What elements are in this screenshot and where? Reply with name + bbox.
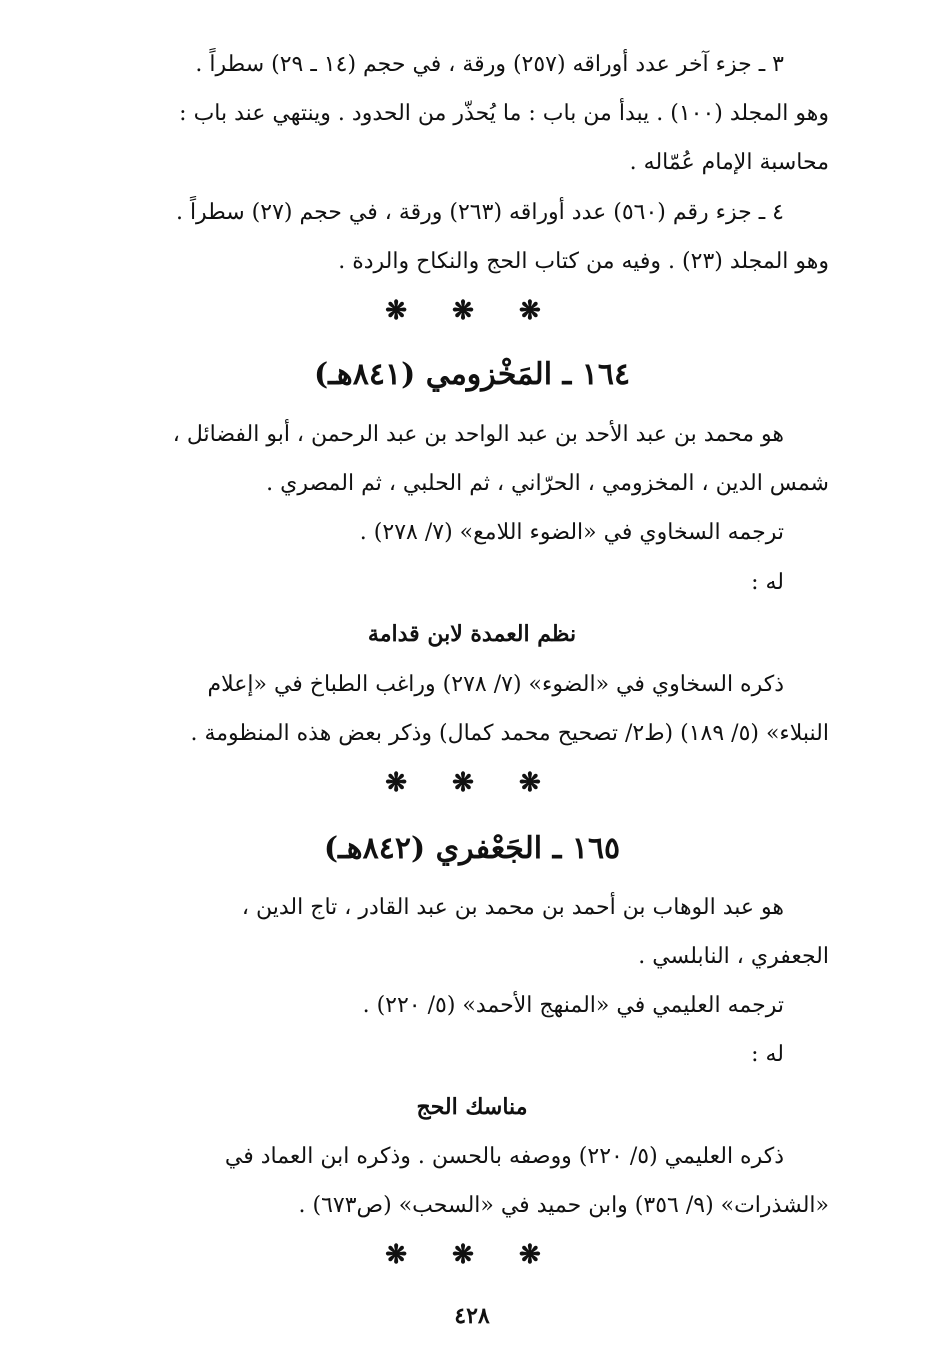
- section-separator-stars: ❋ ❋ ❋: [385, 296, 559, 326]
- entry-164-works-label: له :: [751, 570, 784, 595]
- entry-165-work-line2: «الشذرات» (٩/ ٣٥٦) وابن حميد في «السحب» (ص٦٧٣) .: [298, 1193, 829, 1218]
- entry-165-name-line2: الجعفري ، النابلسي .: [638, 944, 829, 969]
- text-line-part4: ٤ ـ جزء رقم (٥٦٠) عدد أوراقه (٢٦٣) ورقة ، في حجم (٢٧) سطراً .: [175, 200, 784, 225]
- entry-165-work-title: مناسك الحج: [416, 1094, 528, 1120]
- entry-164-work-line2: النبلاء» (٥/ ١٨٩) (ط٢/ تصحيح محمد كمال) وذكر بعض هذه المنظومة .: [190, 721, 829, 746]
- section-separator-stars: ❋ ❋ ❋: [385, 768, 559, 798]
- entry-165-works-label: له :: [751, 1042, 784, 1067]
- entry-164-biography-source: ترجمه السخاوي في «الضوء اللامع» (٧/ ٢٧٨) .: [359, 520, 784, 545]
- entry-164-work-line1: ذكره السخاوي في «الضوء» (٧/ ٢٧٨) وراغب الطباخ في «إعلام: [207, 672, 784, 697]
- text-line-volume23: وهو المجلد (٢٣) . وفيه من كتاب الحج والنكاح والردة .: [338, 249, 829, 274]
- text-line-volume100: وهو المجلد (١٠٠) . يبدأ من باب : ما يُحذّر من الحدود . وينتهي عند باب :: [179, 101, 829, 126]
- text-line-ends-at: محاسبة الإمام عُمّاله .: [629, 150, 829, 175]
- entry-164-name-line1: هو محمد بن عبد الأحد بن عبد الواحد بن عبد الرحمن ، أبو الفضائل ،: [172, 422, 784, 447]
- entry-164-work-title: نظم العمدة لابن قدامة: [367, 621, 577, 647]
- page-number: ٤٢٨: [454, 1303, 490, 1329]
- entry-165-work-line1: ذكره العليمي (٥/ ٢٢٠) ووصفه بالحسن . وذكره ابن العماد في: [224, 1144, 784, 1169]
- entry-165-biography-source: ترجمه العليمي في «المنهج الأحمد» (٥/ ٢٢٠) .: [362, 993, 784, 1018]
- section-separator-stars: ❋ ❋ ❋: [385, 1240, 559, 1270]
- entry-164-heading: ١٦٤ ـ المَخْزومي (٨٤١هـ): [313, 357, 631, 392]
- text-line-part3: ٣ ـ جزء آخر عدد أوراقه (٢٥٧) ورقة ، في حجم (١٤ ـ ٢٩) سطراً .: [195, 52, 784, 77]
- entry-164-name-line2: شمس الدين ، المخزومي ، الحرّاني ، ثم الحلبي ، ثم المصري .: [266, 471, 829, 496]
- entry-165-heading: ١٦٥ ـ الجَعْفري (٨٤٢هـ): [323, 831, 621, 866]
- entry-165-name-line1: هو عبد الوهاب بن أحمد بن محمد بن عبد القادر ، تاج الدين ،: [241, 895, 784, 920]
